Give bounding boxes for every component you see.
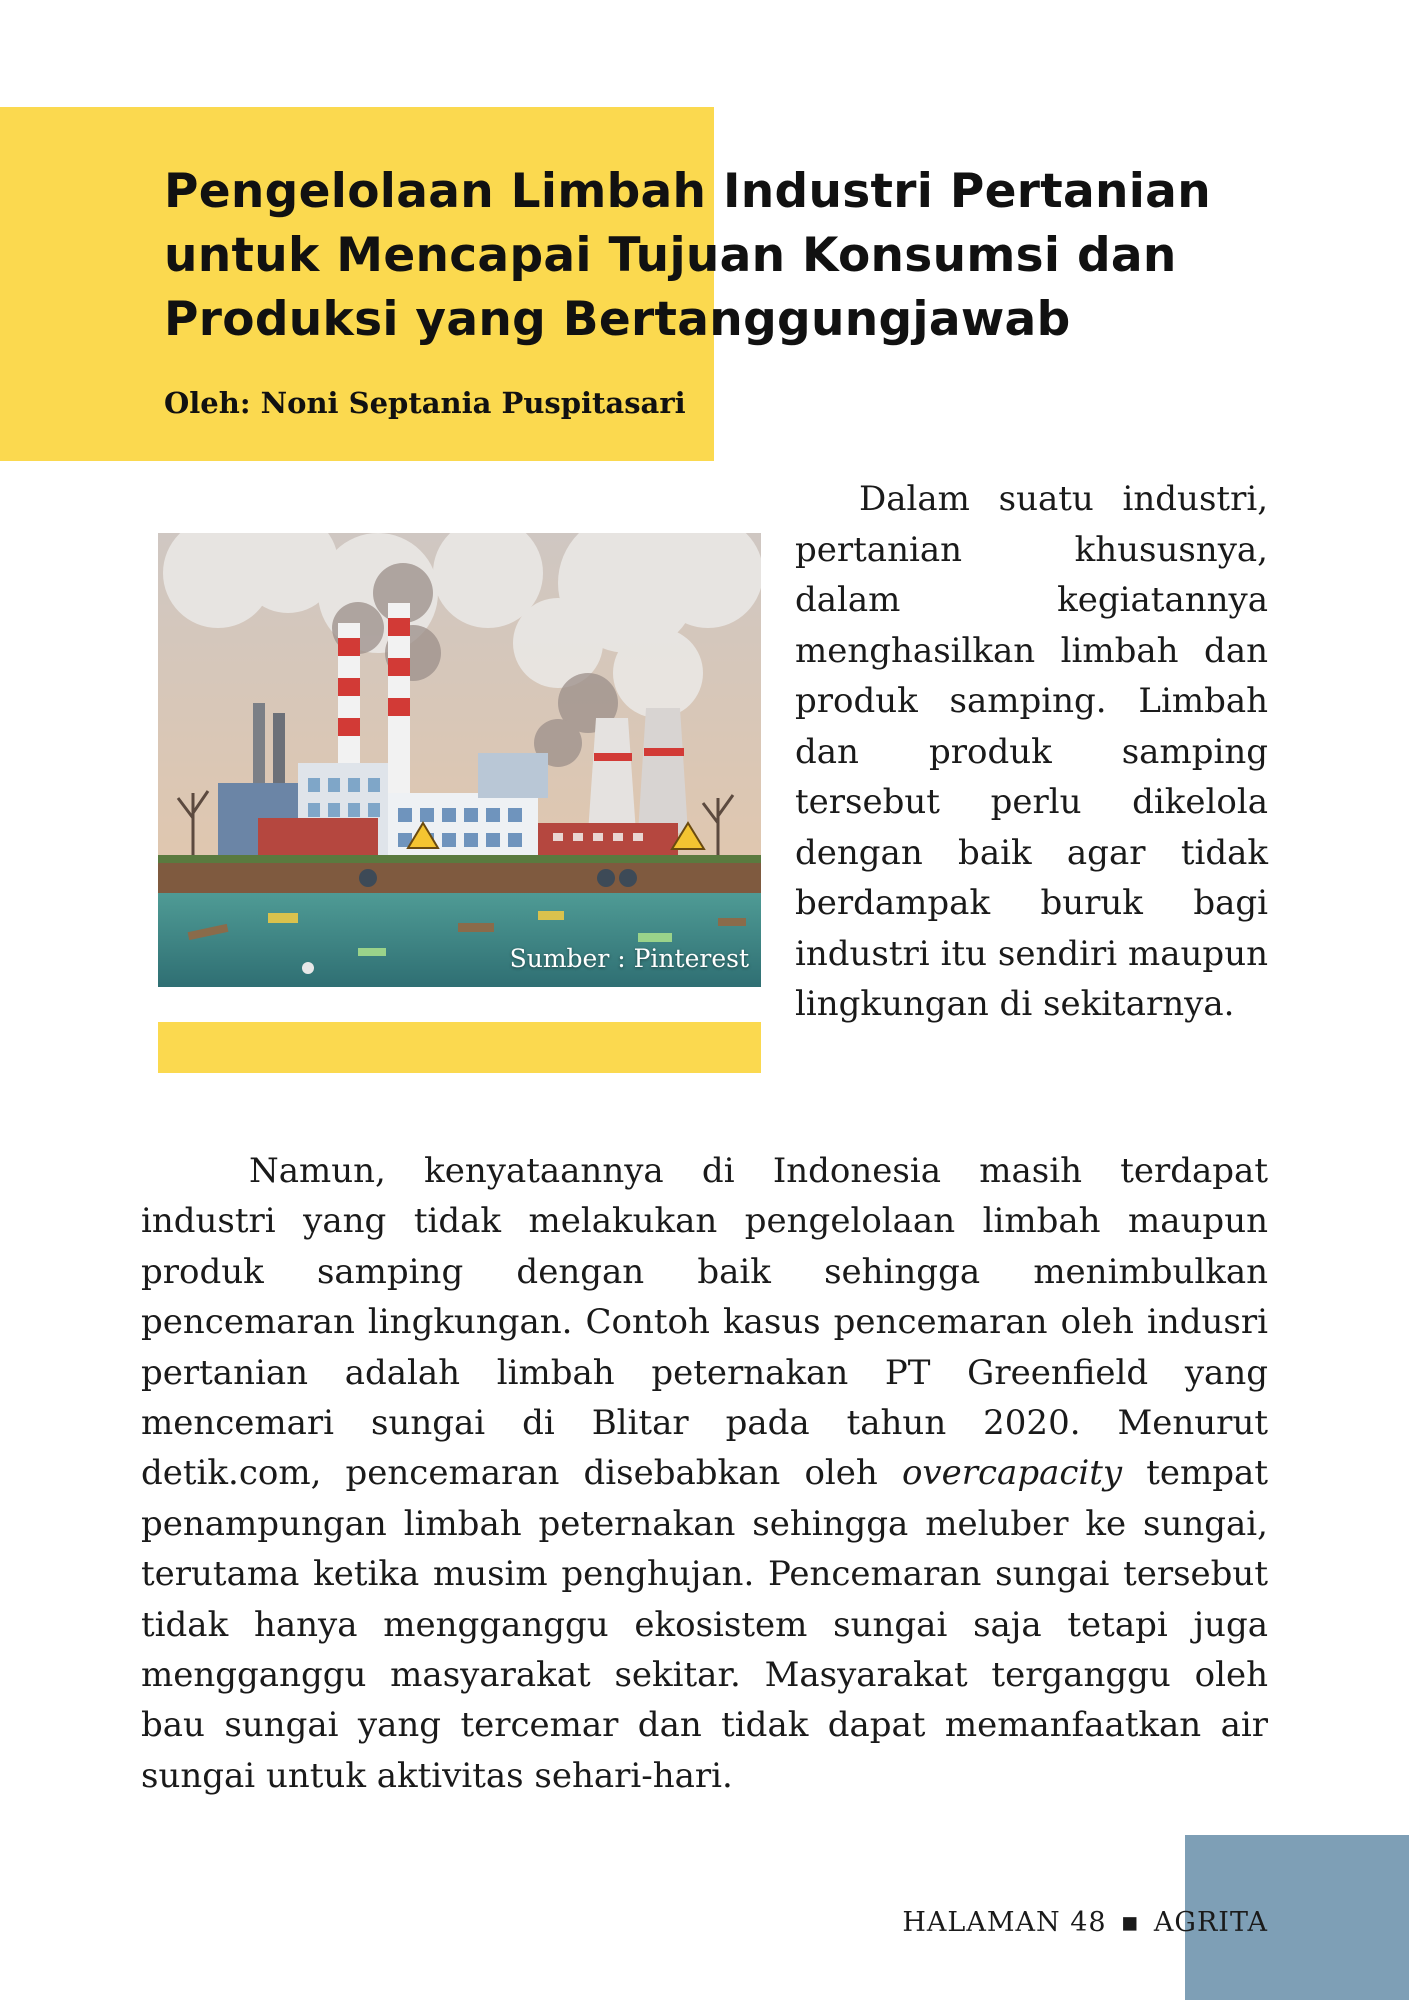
footer-separator: ▪ xyxy=(1120,1907,1140,1938)
figure-yellow-bar xyxy=(158,1022,761,1073)
footer-page-label: HALAMAN xyxy=(902,1907,1061,1938)
article-author: Oleh: Noni Septania Puspitasari xyxy=(164,386,686,420)
footer-publication: AGRITA xyxy=(1153,1907,1268,1938)
figure-caption: Sumber : Pinterest xyxy=(509,944,749,973)
paragraph-intro: Dalam suatu industri, pertanian khususnya, dalam kegiatannya menghasilkan limbah dan produk samping. Limbah dan produk samping tersebut perlu dikelola dengan baik agar tidak berdampak buruk bagi industri itu sendiri maupun lingkungan di sekitarnya. xyxy=(795,479,1268,1024)
paragraph-case-study xyxy=(141,1146,1268,1801)
article-title: Pengelolaan Limbah Industri Pertanian untuk Mencapai Tujuan Konsumsi dan Produksi yang Bertanggungjawab xyxy=(164,164,1211,347)
paragraph-case-study-part1: Namun, kenyataannya di Indonesia masih terdapat industri yang tidak melakukan pengelolaan limbah maupun produk samping dengan baik sehingga menimbulkan pencemaran lingkungan. Contoh kasus pencemaran oleh indusri pertanian adalah limbah peternakan PT Greenfield yang mencemari sungai di Blitar pada tahun 2020. Menurut detik.com, pencemaran disebabkan oleh xyxy=(141,1151,1268,1494)
footer-page-number: 48 xyxy=(1070,1907,1107,1938)
page-footer xyxy=(902,1907,1268,1938)
factory-pollution-illustration xyxy=(158,533,761,987)
emphasis-overcapacity: overcapacity xyxy=(901,1453,1123,1494)
paragraph-case-study-part2: tempat penampungan limbah peternakan sehingga meluber ke sungai, terutama ketika musim penghujan. Pencemaran sungai tersebut tidak hanya mengganggu ekosistem sungai saja tetapi juga mengganggu masyarakat sekitar. Masyarakat terganggu oleh bau sungai yang tercemar dan tidak dapat memanfaatkan air sungai untuk aktivitas sehari-hari. xyxy=(141,1453,1268,1796)
